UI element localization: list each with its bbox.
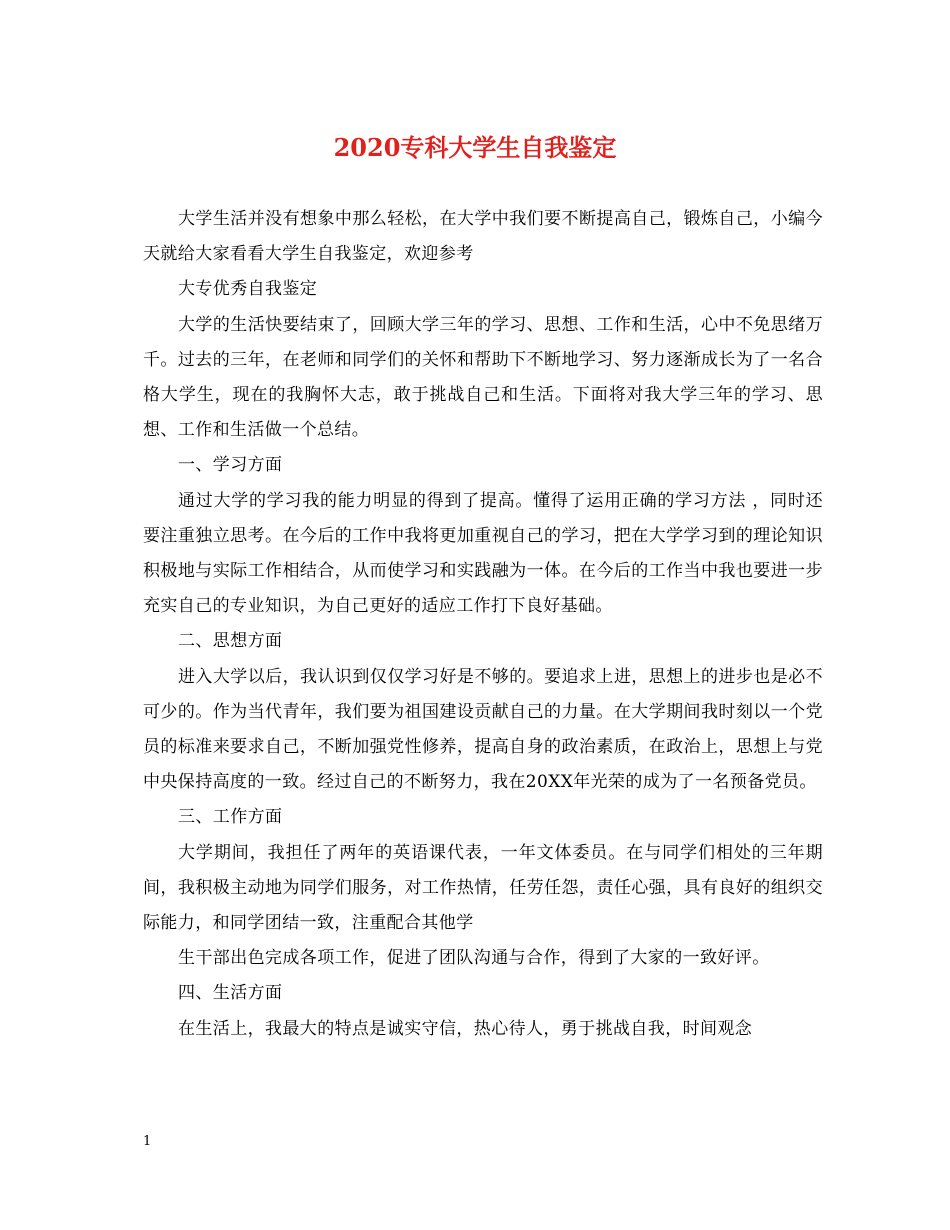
section-heading: 一、学习方面 <box>178 455 283 476</box>
section-heading: 大专优秀自我鉴定 <box>178 279 318 300</box>
paragraph: 进入大学以后，我认识到仅仅学习好是不够的。要追求上进，思想上的进步也是必不可少的。作为当代青年，我们要为祖国建设贡献自己的力量。在大学期间我时刻以一个党员的标准来要求自己，不断加强党性修养，提高自身的政治素质，在政治上，思想上与党中央保持高度的一致。经过自己的不断努力，我在20XX年光荣的成为了一名预备党员。 <box>143 666 823 793</box>
document-body <box>143 202 823 1047</box>
paragraph: 通过大学的学习我的能力明显的得到了提高。懂得了运用正确的学习方法 ，同时还要注重独立思考。在今后的工作中我将更加重视自己的学习，把在大学学习到的理论知识积极地与实际工作相结合，从而使学习和实践融为一体。在今后的工作当中我也要进一步充实自己的专业知识，为自己更好的适应工作打下良好基础。 <box>143 490 823 617</box>
paragraph: 在生活上，我最大的特点是诚实守信，热心待人，勇于挑战自我，时间观念 <box>178 1018 753 1039</box>
section-heading: 二、思想方面 <box>178 631 283 652</box>
section-heading: 三、工作方面 <box>178 807 283 828</box>
paragraph: 生干部出色完成各项工作，促进了团队沟通与合作，得到了大家的一致好评。 <box>178 948 770 969</box>
section-heading: 四、生活方面 <box>178 983 283 1004</box>
paragraph: 大学期间，我担任了两年的英语课代表，一年文体委员。在与同学们相处的三年期间，我积极主动地为同学们服务，对工作热情，任劳任怨，责任心强，具有良好的组织交际能力，和同学团结一致，注重配合其他学 <box>143 842 823 934</box>
paragraph-intro: 大学生活并没有想象中那么轻松，在大学中我们要不断提高自己，锻炼自己，小编今天就给大家看看大学生自我鉴定，欢迎参考 <box>143 209 823 265</box>
document-title: 2020专科大学生自我鉴定 <box>333 133 617 162</box>
page-number: 1 <box>143 1134 152 1149</box>
paragraph: 大学的生活快要结束了，回顾大学三年的学习、思想、工作和生活，心中不免思绪万千。过去的三年，在老师和同学们的关怀和帮助下不断地学习、努力逐渐成长为了一名合格大学生，现在的我胸怀大志，敢于挑战自己和生活。下面将对我大学三年的学习、思想、工作和生活做一个总结。 <box>143 314 823 441</box>
